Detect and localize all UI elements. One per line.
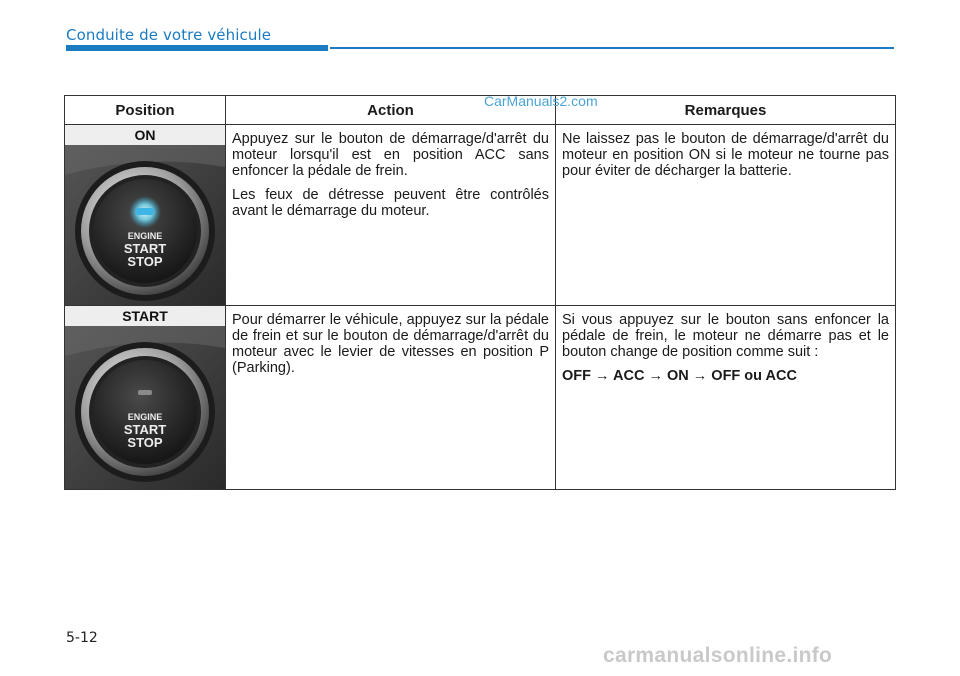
engine-start-button-on-image <box>65 145 225 305</box>
watermark-bottom: carmanualsonline.info <box>603 644 833 667</box>
button-text-stop: STOP <box>127 435 163 450</box>
remarks-cell-start <box>556 306 896 490</box>
action-cell-on <box>226 125 556 306</box>
header-position: Position <box>65 96 226 125</box>
button-text-start: START <box>123 422 167 437</box>
header-rule-thick <box>66 45 328 51</box>
position-sequence: OFF → ACC → ON → OFF ou ACC <box>562 368 797 384</box>
button-text-stop: STOP <box>127 254 163 269</box>
position-label-on: ON <box>65 125 225 145</box>
section-title: Conduite de votre véhicule <box>66 26 272 44</box>
page-number: 5-12 <box>66 630 98 646</box>
action-cell-start <box>226 306 556 490</box>
engine-start-button-start-image <box>65 326 225 489</box>
position-cell-start <box>65 306 226 490</box>
table-row <box>65 125 896 306</box>
remarks-text: Si vous appuyez sur le bouton sans enfoncer la pédale de frein, le moteur ne démarre pas et le bouton change de position comme suit : <box>562 312 889 360</box>
remarks-text: Ne laissez pas le bouton de démarrage/d'arrêt du moteur en position ON si le moteur ne tourne pas pour éviter de décharger la batterie. <box>562 131 889 179</box>
action-text: Pour démarrer le véhicule, appuyez sur la pédale de frein et sur le bouton de démarrage/d'arrêt du moteur avec le levier de vitesses en position P (Parking). <box>232 312 549 376</box>
header-action: Action <box>226 96 556 125</box>
position-label-start: START <box>65 306 225 326</box>
action-text: Appuyez sur le bouton de démarrage/d'arrêt du moteur lorsqu'il est en position ACC sans enfoncer la pédale de frein. <box>232 131 549 179</box>
table-row <box>65 306 896 490</box>
action-text: Les feux de détresse peuvent être contrôlés avant le démarrage du moteur. <box>232 187 549 219</box>
position-table <box>64 95 896 490</box>
button-text-start: START <box>123 241 167 256</box>
watermark-top: CarManuals2.com <box>484 93 598 109</box>
position-cell-on <box>65 125 226 306</box>
header-remarks: Remarques <box>556 96 896 125</box>
header-rule-thin <box>330 47 894 49</box>
button-text-engine: ENGINE <box>127 412 163 422</box>
button-text-engine: ENGINE <box>127 231 163 241</box>
remarks-cell-on <box>556 125 896 306</box>
table-header-row <box>65 96 896 125</box>
